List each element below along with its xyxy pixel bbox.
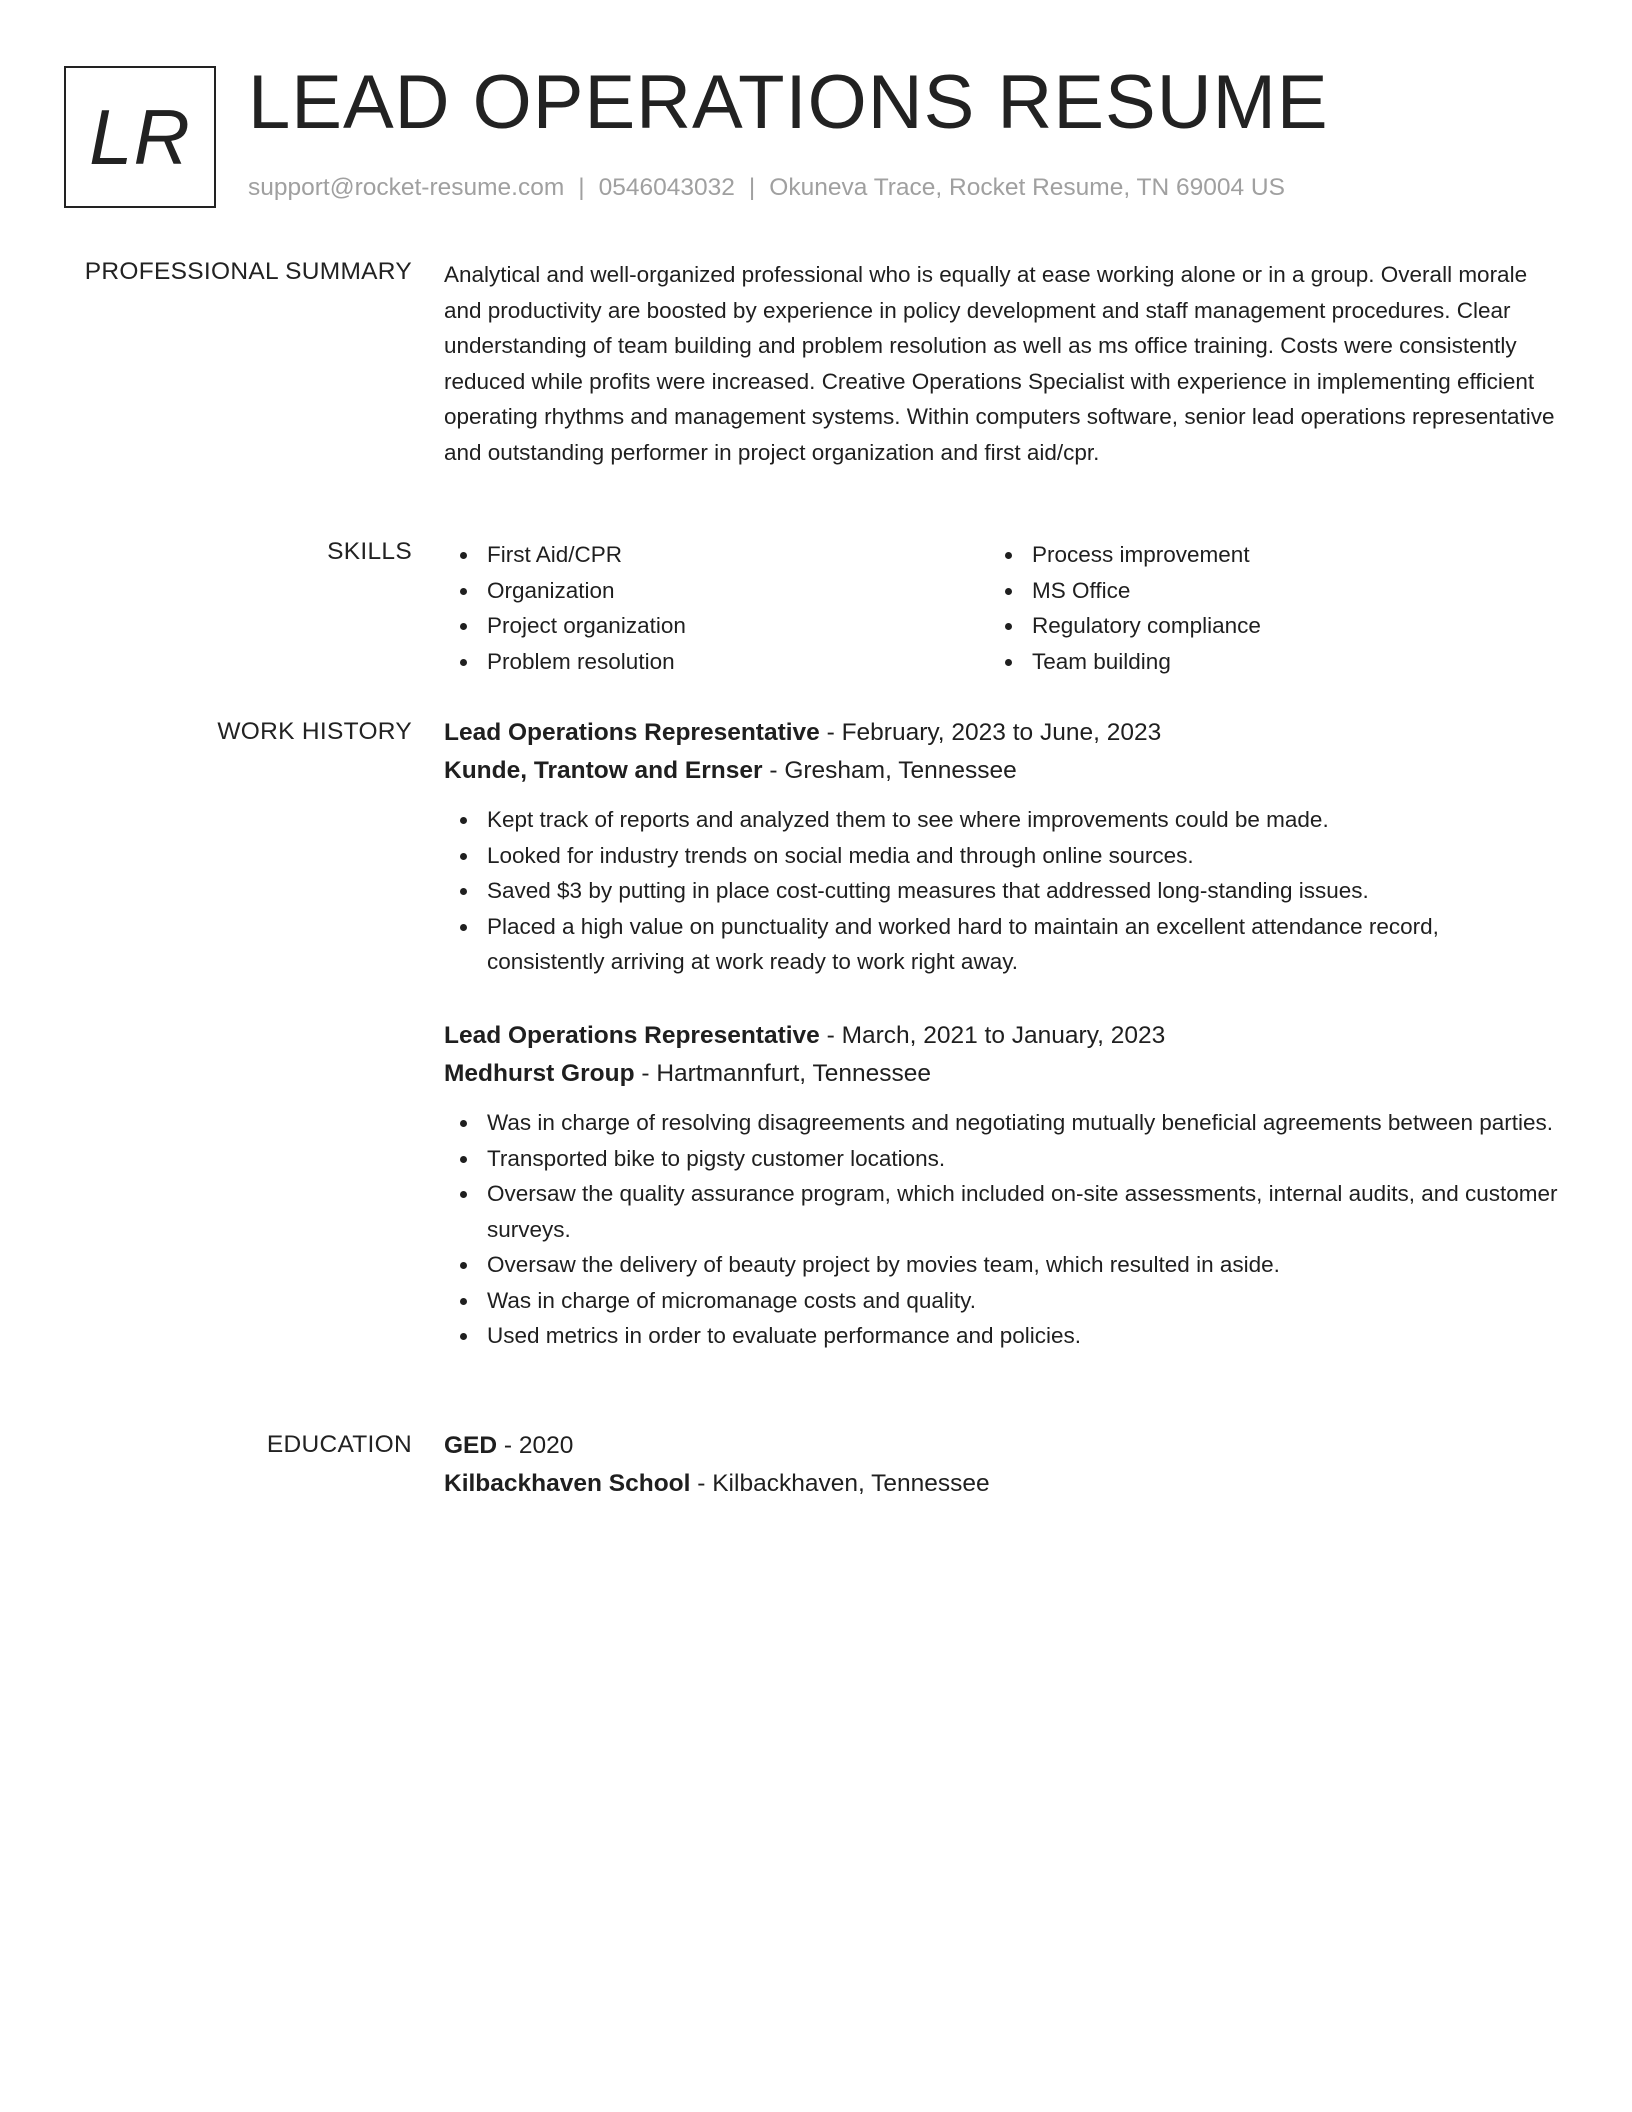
skill-item: Organization (444, 573, 989, 609)
job-title: Lead Operations Representative (444, 1022, 820, 1049)
contact-separator: | (578, 174, 585, 201)
summary-text: Analytical and well-organized professional who is equally at ease working alone or in a group. Overall morale and productivity are boosted by experience in policy development and staff management procedures. Clear understanding of team building and problem resolution as well as ms office training. Costs were consistently reduced while profits were increased. Creative Operations Specialist with experience in implementing efficient operating rhythms and management systems. Within computers software, senior lead operations representative and outstanding performer in project organization and first aid/cpr. (444, 262, 1555, 465)
skills-heading: SKILLS (327, 538, 412, 565)
skill-item: Process improvement (989, 537, 1534, 573)
job-bullet: Was in charge of micromanage costs and quality. (444, 1283, 1560, 1319)
work-history-heading: WORK HISTORY (217, 718, 412, 745)
monogram-text: LR (89, 92, 191, 181)
job-title-line (444, 714, 1560, 752)
monogram-logo (64, 66, 216, 208)
job-bullet: Placed a high value on punctuality and worked hard to maintain an excellent attendance record, consistently arriving at work ready to work right away. (444, 909, 1560, 980)
education-entry (444, 1427, 1560, 1503)
contact-line (248, 174, 1285, 202)
contact-separator: | (748, 174, 756, 201)
employer-line (444, 752, 1560, 790)
employer-name: Medhurst Group (444, 1060, 635, 1087)
contact-address: Okuneva Trace, Rocket Resume, TN 69004 US (769, 174, 1285, 201)
job-bullet: Oversaw the quality assurance program, which included on-site assessments, internal audits, and customer surveys. (444, 1176, 1560, 1247)
contact-email: support@rocket-resume.com (248, 174, 565, 201)
employer-location: - Gresham, Tennessee (762, 757, 1017, 784)
degree-year: - 2020 (497, 1432, 574, 1459)
job-entry (444, 1017, 1560, 1354)
job-bullets (444, 1105, 1560, 1354)
skills-column-left (444, 537, 989, 679)
education-heading: EDUCATION (266, 1431, 412, 1458)
school-name: Kilbackhaven School (444, 1470, 691, 1497)
employer-name: Kunde, Trantow and Ernser (444, 757, 763, 784)
skill-item: Problem resolution (444, 644, 989, 680)
job-dates: - February, 2023 to June, 2023 (819, 719, 1162, 746)
degree-line (444, 1427, 1560, 1465)
contact-phone: 0546043032 (598, 174, 735, 201)
skill-item: Project organization (444, 608, 989, 644)
page-title: LEAD OPERATIONS RESUME (248, 60, 1329, 145)
employer-location: - Hartmannfurt, Tennessee (634, 1060, 931, 1087)
job-title-line (444, 1017, 1560, 1055)
skill-item: MS Office (989, 573, 1534, 609)
summary-heading: PROFESSIONAL SUMMARY (84, 258, 412, 285)
job-bullet: Saved $3 by putting in place cost-cutting measures that addressed long-standing issues. (444, 873, 1560, 909)
job-title: Lead Operations Representative (444, 719, 820, 746)
skill-item: First Aid/CPR (444, 537, 989, 573)
job-bullet: Kept track of reports and analyzed them to see where improvements could be made. (444, 802, 1560, 838)
job-bullet: Was in charge of resolving disagreements and negotiating mutually beneficial agreements between parties. (444, 1105, 1560, 1141)
job-entry (444, 714, 1560, 980)
job-bullets (444, 802, 1560, 980)
job-bullet: Transported bike to pigsty customer locations. (444, 1141, 1560, 1177)
skills-column-right (989, 537, 1534, 679)
degree-name: GED (444, 1432, 498, 1459)
school-line (444, 1465, 1560, 1503)
job-dates: - March, 2021 to January, 2023 (819, 1022, 1166, 1049)
job-bullet: Looked for industry trends on social media and through online sources. (444, 838, 1560, 874)
skill-item: Regulatory compliance (989, 608, 1534, 644)
skill-item: Team building (989, 644, 1534, 680)
skills-list (444, 537, 1560, 679)
job-bullet: Oversaw the delivery of beauty project by movies team, which resulted in aside. (444, 1247, 1560, 1283)
employer-line (444, 1055, 1560, 1093)
job-bullet: Used metrics in order to evaluate performance and policies. (444, 1318, 1560, 1354)
school-location: - Kilbackhaven, Tennessee (690, 1470, 990, 1497)
